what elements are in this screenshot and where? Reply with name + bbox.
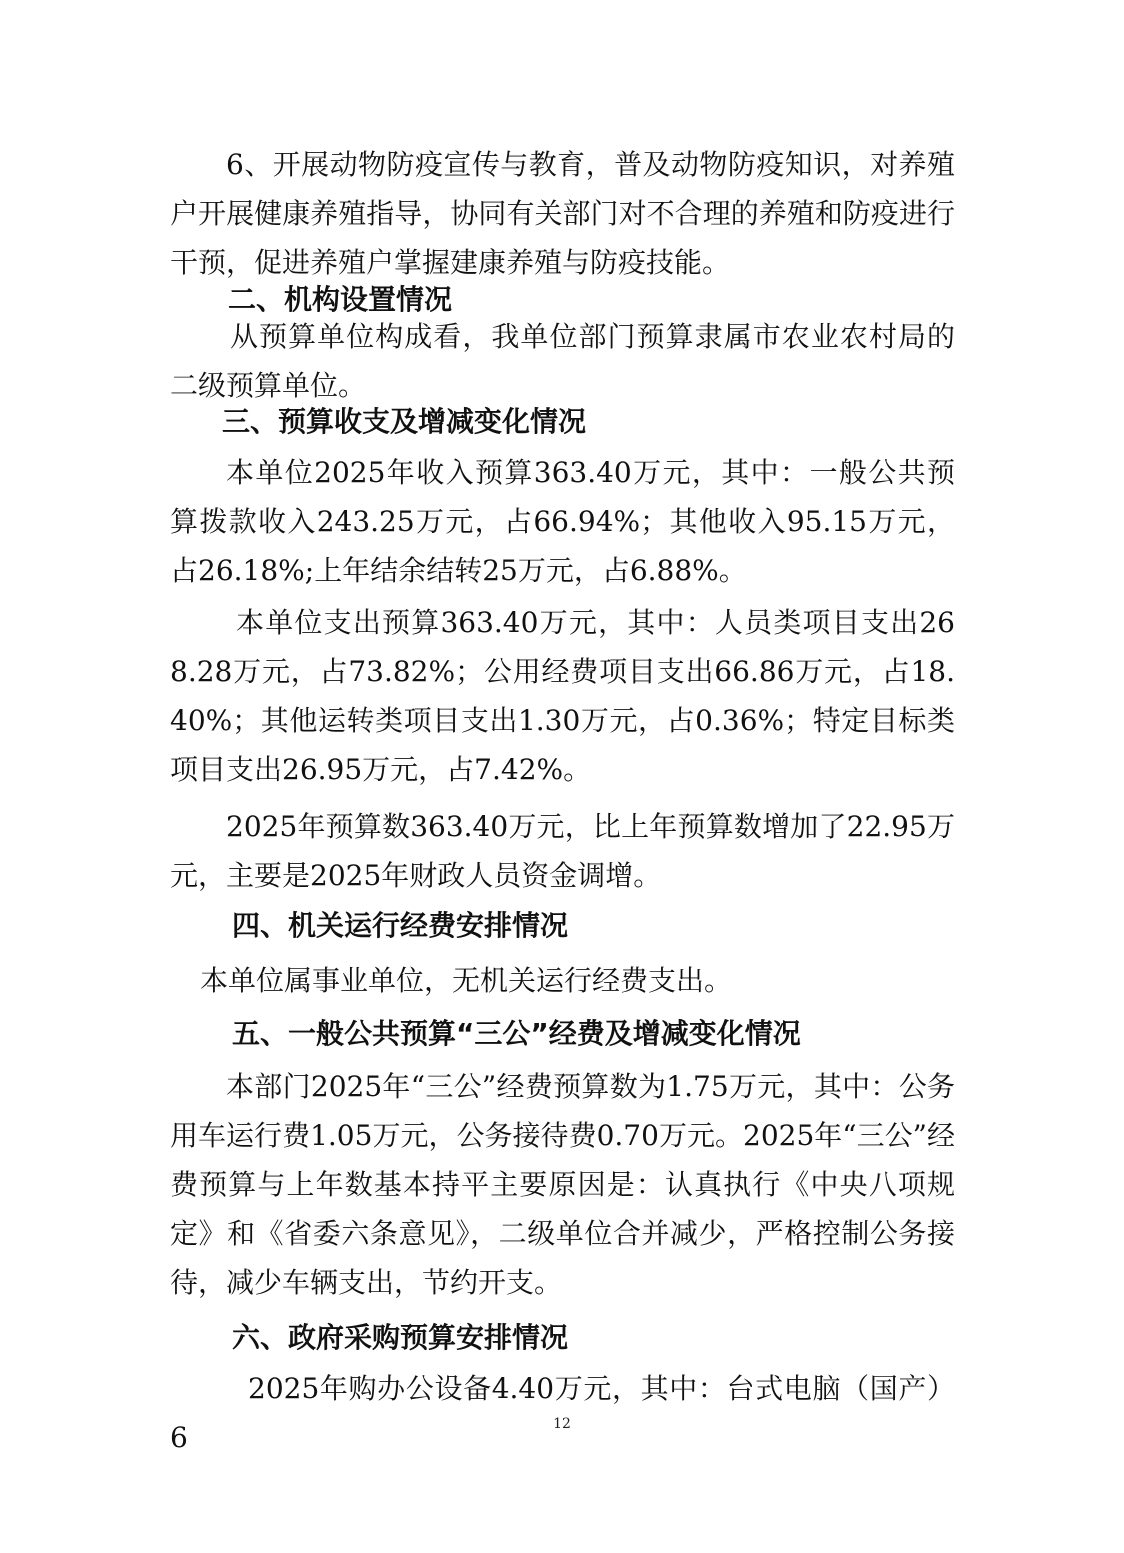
heading-budget-income-expenditure: 三、预算收支及增减变化情况 xyxy=(222,405,587,438)
paragraph-budget-change: 2025年预算数363.40万元，比上年预算数增加了22.95万元，主要是2025年财政人员资金调增。 xyxy=(170,810,955,892)
paragraph-epidemic-education: 6、开展动物防疫宣传与教育，普及动物防疫知识，对养殖户开展健康养殖指导，协同有关部门对不合理的养殖和防疫进行干预，促进养殖户掌握建康养殖与防疫技能。 xyxy=(170,148,955,279)
paragraph-expenditure-budget: 本单位支出预算363.40万元，其中：人员类项目支出268.28万元，占73.82%；公用经费项目支出66.86万元，占18.40%；其他运转类项目支出1.30万元，占0.36%；特定目标类项目支出26.95万元，占7.42%。 xyxy=(170,606,955,786)
heading-organization-setup: 二、机构设置情况 xyxy=(228,283,453,316)
paragraph-operating-expenses: 本单位属事业单位，无机关运行经费支出。 xyxy=(200,964,733,997)
paragraph-budget-unit-composition: 从预算单位构成看，我单位部门预算隶属市农业农村局的二级预算单位。 xyxy=(170,320,955,402)
paragraph-procurement-budget: 2025年购办公设备4.40万元，其中：台式电脑（国产）6 xyxy=(170,1372,955,1454)
heading-three-public-expenses: 五、一般公共预算“三公”经费及增减变化情况 xyxy=(232,1017,801,1050)
page-number: 12 xyxy=(553,1416,571,1432)
paragraph-three-public-expenses: 本部门2025年“三公”经费预算数为1.75万元，其中：公务用车运行费1.05万元，公务接待费0.70万元。2025年“三公”经费预算与上年数基本持平主要原因是：认真执行《中央八项规定》和《省委六条意见》，二级单位合并减少，严格控制公务接待，减少车辆支出，节约开支。 xyxy=(170,1070,955,1299)
heading-agency-operating-expenses: 四、机关运行经费安排情况 xyxy=(232,909,569,942)
paragraph-income-budget: 本单位2025年收入预算363.40万元，其中：一般公共预算拨款收入243.25万元，占66.94%；其他收入95.15万元，占26.18%;上年结余结转25万元，占6.88%。 xyxy=(170,456,955,587)
heading-government-procurement: 六、政府采购预算安排情况 xyxy=(232,1321,569,1354)
